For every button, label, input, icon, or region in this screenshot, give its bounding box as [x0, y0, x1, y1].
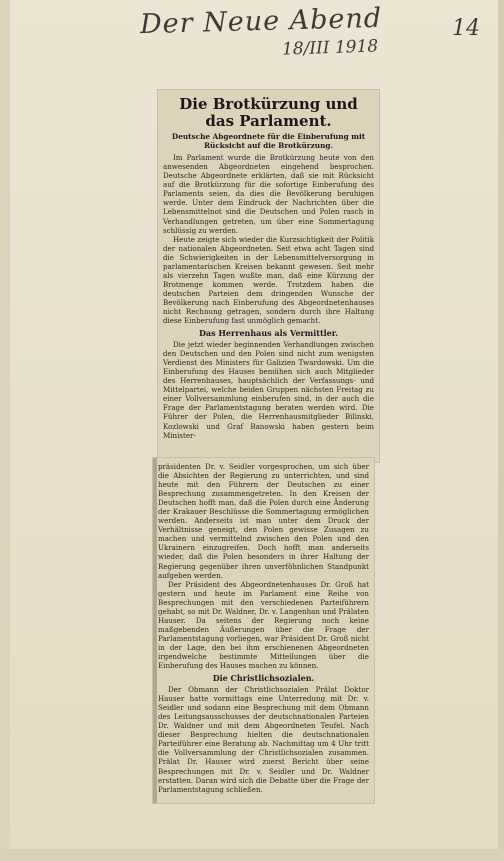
paragraph-4: präsidenten Dr. v. Seidler vorgesprochen, um sich über die Absichten der Regierung zu unterrichten, und sind heute mit den Führern der Deutschen zu einer Besprechung zusammengetreten. In den Kreisen der Deutschen hofft man, daß die Polen durch eine Änderung der Krakauer Beschlüsse die Sommertagung ermöglichen werden. Anderseits ist man unter dem Druck der Verhältnisse geneigt, den Polen gewisse Zusagen zu machen und vermittelnd zwischen den Polen und den Ukrainern einzugreifen. Doch hofft man anderseits wieder, daß die Polen besonders in ihrer Haltung der Regierung gegenüber ihren unverföhnlichen Standpunkt aufgeben werden. — [158, 462, 369, 580]
clipping-part-1 — [158, 90, 379, 462]
handwritten-newspaper-name: Der Neue Abend — [139, 2, 383, 41]
section-title-christlichsoziale: Die Christlichsozialen. — [212, 673, 315, 684]
handwritten-page-number: 14 — [452, 16, 480, 41]
paragraph-1: Im Parlament wurde die Brotkürzung heute von den anwesenden Abgeordneten eingehend besprochen. Deutsche Abgeordnete erklärten, daß sie mit Rücksicht auf die Brotkürzung für die sofortige Einberufung des Parlaments seien, da dies die Bevölkerung beruhigen werde. Unter dem Eindruck der Nachrichten über die Lebensmittelnot sind die Deutschen und Polen rasch in Verhandlungen getreten, um über eine Sommertagung schlüssig zu werden. — [163, 153, 374, 235]
section-title-herrenhaus: Das Herrenhaus als Vermittler. — [198, 328, 339, 339]
paragraph-3: Die jetzt wieder beginnenden Verhandlungen zwischen den Deutschen und den Polen sind nicht zum wenigsten Verdienst des Ministers für Galizien Twardowski. Um die Einberufung des Hauses bemühen sich auch Mitglieder des Herrenhauses, hauptsächlich der Verfassungs- und Mittelpartei, welche beiden Gruppen nächsten Freitag zu einer Vollversammlung einberufen sind, in der auch die Frage der Parlamentstagung beraten werden wird. Die Führer der Polen, die Herrenhausmitglieder Bilinski, Kozlowski und Graf Banowski haben gestern beim Minister- — [163, 340, 374, 440]
article-headline: Die Brotkürzung und das Parlament. — [179, 95, 358, 130]
paragraph-5: Der Präsident des Abgeordnetenhauses Dr. Groß hat gestern und heute im Parlament eine Reihe von Besprechungen mit den verschiedenen Parteiführern gehabt, so mit Dr. Waldner, Dr. v. Langenhan und Prälaten Hauser. Da seitens der Regierung noch keine maßgebenden Äußerungen über die Frage der Parlamentstagung vorliegen, war Präsident Dr. Groß nicht in der Lage, den bei ihm erschienenen Abgeordneten irgendwelche bestimmte Mitteilungen über die Einberufung des Hauses machen zu können. — [158, 579, 369, 671]
paragraph-2: Heute zeigte sich wieder die Kurzsichtigkeit der Politik der nationalen Abgeordneten. Seit etwa acht Tagen sind die Schwierigkeiten in der Lebensmittelversorgung in parlamentarischen Kreisen bekannt gewesen. Seit mehr als vierzehn Tagen wußte man, daß eine Kürzung der Brotmenge kommen werde. Trotzdem haben die deutschen Parteien dem dringenden Wunsche der Bevölkerung nach Einberufung des Abgeordnetenhauses nicht Rechnung getragen, sondern durch ihre Haltung diese Einberufung fast unmöglich gemacht. — [163, 234, 374, 326]
handwritten-date: 18/III 1918 — [281, 36, 379, 60]
clipping-part-2 — [153, 458, 374, 803]
sheet-bottom-edge — [0, 849, 504, 861]
article-subheadline: Deutsche Abgeordnete für die Einberufung mit Rücksicht auf die Brotkürzung. — [171, 132, 366, 150]
sheet-right-edge — [498, 0, 504, 861]
sheet-left-edge — [0, 0, 10, 861]
paragraph-6: Der Obmann der Christlichsozialen Prälat Doktor Hauser hatte vormittags eine Unterredung mit Dr. v. Seidler und sodann eine Besprechung mit dem Obmann des Leitungsausschusses der deutschnationalen Parteien Dr. Waldner und mit dem Abgeordneten Teufel. Nach dieser Besprechung hielten die deutschnationalen Parteiführer eine Beratung ab. Nachmittag um 4 Uhr tritt die Vollversammlung der Christlichsozialen zusammen. Prälat Dr. Hauser wird zuerst Bericht über seine Besprechungen mit Dr. v. Seidler und Dr. Waldner erstatten. Daran wird sich die Debatte über die Frage der Parlamentstagung schließen. — [158, 685, 369, 794]
